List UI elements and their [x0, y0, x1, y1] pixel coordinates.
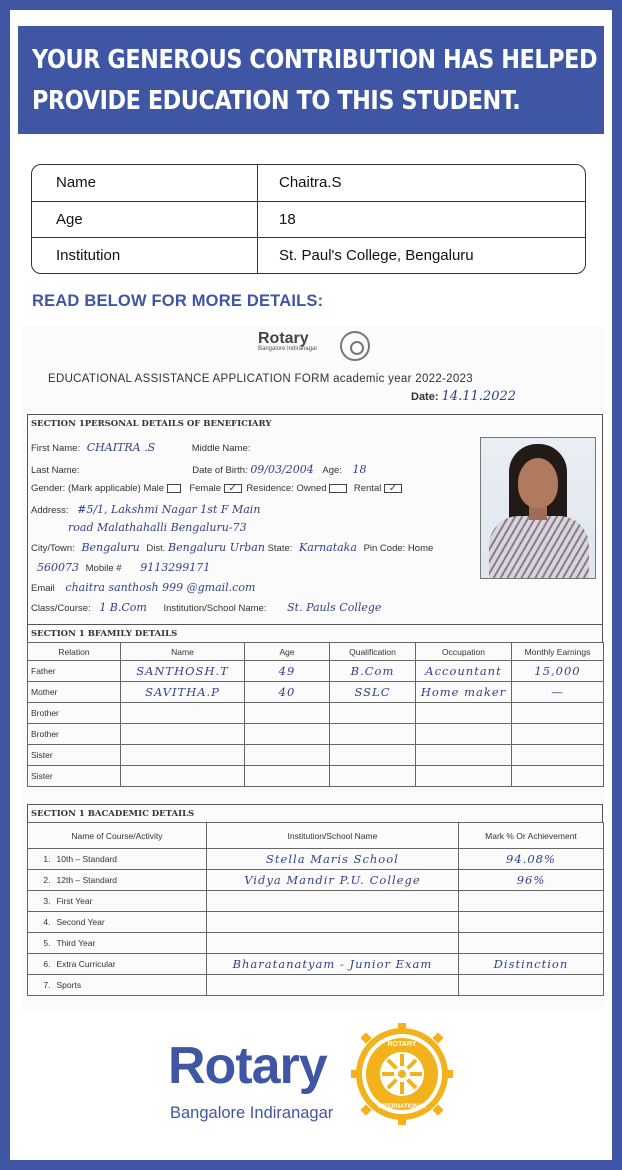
table-row — [28, 682, 604, 703]
info-value: St. Paul's College, Bengaluru — [279, 247, 474, 265]
table-cell: 96% — [458, 870, 603, 891]
institution-label: Institution/School Name: — [163, 603, 267, 614]
section-family-header — [27, 624, 603, 643]
table-cell: Vidya Mandir P.U. College — [206, 870, 458, 891]
table-cell: First Year — [54, 891, 207, 912]
city-label: City/Town: — [31, 543, 75, 554]
family-header-row — [28, 643, 604, 661]
address-value-2: road Malathahalli Bengaluru-73 — [68, 521, 247, 534]
table-header: Age — [245, 643, 330, 661]
read-more-heading: READ BELOW FOR MORE DETAILS: — [32, 292, 324, 310]
form-logo-sub: Bangalore Indiranagar — [258, 346, 318, 352]
pin-value: 560073 — [37, 561, 79, 574]
table-cell: Brother — [28, 703, 121, 724]
family-details-table — [27, 642, 604, 787]
table-row — [28, 954, 604, 975]
form-rotary-logo — [258, 330, 317, 352]
state-value: Karnataka — [299, 541, 357, 554]
table-cell: Sister — [28, 745, 121, 766]
address-line-1 — [31, 503, 260, 516]
last-name-line — [31, 463, 367, 476]
table-header: Name of Course/Activity — [28, 823, 207, 849]
institution-value: St. Pauls College — [287, 601, 382, 614]
table-cell: 6. — [28, 954, 54, 975]
female-checkbox: ✓ — [224, 484, 242, 493]
wheel-text-top: ROTARY — [387, 1041, 417, 1048]
table-header: Qualification — [330, 643, 416, 661]
table-cell: Father — [28, 661, 121, 682]
email-label: Email — [31, 583, 55, 594]
table-cell: 1. — [28, 849, 54, 870]
owned-checkbox — [329, 484, 347, 493]
male-checkbox — [167, 484, 181, 493]
table-row — [28, 870, 604, 891]
table-header: Institution/School Name — [206, 823, 458, 849]
table-header: Occupation — [416, 643, 512, 661]
dist-value: Bengaluru Urban — [167, 541, 265, 554]
first-name-value: CHAITRA .S — [86, 441, 156, 454]
table-cell: Distinction — [458, 954, 603, 975]
table-row — [28, 933, 604, 954]
table-header: Relation — [28, 643, 121, 661]
table-cell: 7. — [28, 975, 54, 996]
last-name-label: Last Name: — [31, 465, 80, 476]
section-personal-details — [27, 414, 603, 624]
email-line — [31, 581, 255, 594]
city-line — [31, 541, 433, 554]
table-cell: Accountant — [416, 661, 512, 682]
info-value: 18 — [279, 210, 296, 228]
info-label: Institution — [32, 238, 258, 274]
student-photo — [480, 437, 596, 579]
female-label: Female — [189, 483, 222, 494]
table-cell: SANTHOSH.T — [121, 661, 245, 682]
table-cell: Third Year — [54, 933, 207, 954]
table-row — [28, 912, 604, 933]
form-title: EDUCATIONAL ASSISTANCE APPLICATION FORM academic year 2022-2023 — [48, 373, 473, 385]
section-3-title: SECTION 1 BACADEMIC DETAILS — [31, 809, 195, 819]
pin-mobile-line — [31, 561, 210, 574]
rental-checkbox: ✓ — [384, 484, 402, 493]
table-header: Name — [121, 643, 245, 661]
table-cell: Sports — [54, 975, 207, 996]
table-cell: Mother — [28, 682, 121, 703]
section-2-title: SECTION 1 BFAMILY DETAILS — [31, 629, 178, 639]
mobile-value: 9113299171 — [140, 561, 211, 574]
table-cell: — — [512, 682, 604, 703]
rental-label: Rental — [353, 483, 382, 494]
headline-line-1: YOUR GENEROUS CONTRIBUTION HAS HELPED — [32, 45, 598, 75]
table-header: Monthly Earnings — [512, 643, 604, 661]
info-row-institution — [32, 238, 585, 274]
table-cell: 2. — [28, 870, 54, 891]
state-label: State: — [267, 543, 293, 554]
table-row — [28, 745, 604, 766]
table-cell: 3. — [28, 891, 54, 912]
info-label: Age — [32, 202, 258, 238]
table-header: Mark % Or Achievement — [458, 823, 603, 849]
academic-details-table — [27, 822, 604, 996]
table-row — [28, 766, 604, 787]
table-cell: Bharatanatyam - Junior Exam — [206, 954, 458, 975]
table-cell: Second Year — [54, 912, 207, 933]
table-cell: SSLC — [330, 682, 416, 703]
info-row-name — [32, 165, 585, 202]
residence-label: Residence: Owned — [246, 483, 327, 494]
table-row — [28, 975, 604, 996]
table-cell: 40 — [245, 682, 330, 703]
address-value-1: #5/1, Lakshmi Nagar 1st F Main — [77, 503, 261, 516]
table-cell: 15,000 — [512, 661, 604, 682]
table-row — [28, 661, 604, 682]
table-cell: 94.08% — [458, 849, 603, 870]
section-academic-header — [27, 804, 603, 823]
info-label: Name — [32, 165, 258, 201]
rotary-wheel-icon — [350, 1022, 454, 1126]
info-value: Chaitra.S — [279, 174, 342, 191]
headline-banner — [18, 26, 604, 134]
table-cell: 10th – Standard — [54, 849, 207, 870]
address-label: Address: — [31, 505, 69, 516]
table-cell: Sister — [28, 766, 121, 787]
class-line — [31, 601, 381, 614]
table-cell: 5. — [28, 933, 54, 954]
table-row — [28, 703, 604, 724]
info-row-age — [32, 202, 585, 239]
footer-logo-word: Rotary — [168, 1037, 327, 1095]
dist-label: Dist. — [146, 543, 166, 554]
rotary-wheel-icon — [340, 331, 370, 361]
student-info-table — [31, 164, 586, 274]
table-row — [28, 849, 604, 870]
class-value: 1 B.Com — [99, 601, 147, 614]
class-label: Class/Course: — [31, 603, 91, 614]
date-value: 14.11.2022 — [441, 389, 517, 404]
headline-line-2: PROVIDE EDUCATION TO THIS STUDENT. — [32, 86, 521, 116]
rotary-footer-logo — [168, 1022, 458, 1132]
pin-label: Pin Code: Home — [363, 543, 434, 554]
form-date — [411, 389, 516, 404]
table-cell: 49 — [245, 661, 330, 682]
date-label: Date: — [411, 391, 439, 403]
first-name-label: First Name: — [31, 443, 81, 454]
table-row — [28, 724, 604, 745]
scanned-application-form — [22, 326, 604, 1012]
gender-label: Gender: (Mark applicable) Male — [31, 483, 165, 494]
form-logo-word: Rotary — [258, 330, 309, 347]
city-value: Bengaluru — [81, 541, 140, 554]
academic-header-row — [28, 823, 604, 849]
mobile-label: Mobile # — [85, 563, 122, 574]
table-cell: Stella Maris School — [206, 849, 458, 870]
age-label: Age: — [322, 465, 342, 476]
section-1-title: SECTION 1PERSONAL DETAILS OF BENEFICIARY — [31, 419, 272, 429]
table-cell: Extra Curricular — [54, 954, 207, 975]
table-cell: 12th – Standard — [54, 870, 207, 891]
wheel-text-bottom: INTERNATIONAL — [377, 1104, 427, 1110]
table-cell: 4. — [28, 912, 54, 933]
email-value: chaitra santhosh 999 @gmail.com — [65, 581, 256, 594]
table-cell: Home maker — [416, 682, 512, 703]
footer-logo-sub: Bangalore Indiranagar — [170, 1104, 334, 1122]
address-line-2 — [68, 521, 247, 534]
table-row — [28, 891, 604, 912]
middle-name-label: Middle Name: — [191, 443, 251, 454]
first-name-line — [31, 441, 250, 454]
table-cell: Brother — [28, 724, 121, 745]
table-cell: SAVITHA.P — [121, 682, 245, 703]
dob-label: Date of Birth: — [192, 465, 248, 476]
dob-value: 09/03/2004 — [250, 463, 314, 476]
age-value: 18 — [352, 463, 367, 476]
gender-line — [31, 483, 402, 494]
table-cell: B.Com — [330, 661, 416, 682]
